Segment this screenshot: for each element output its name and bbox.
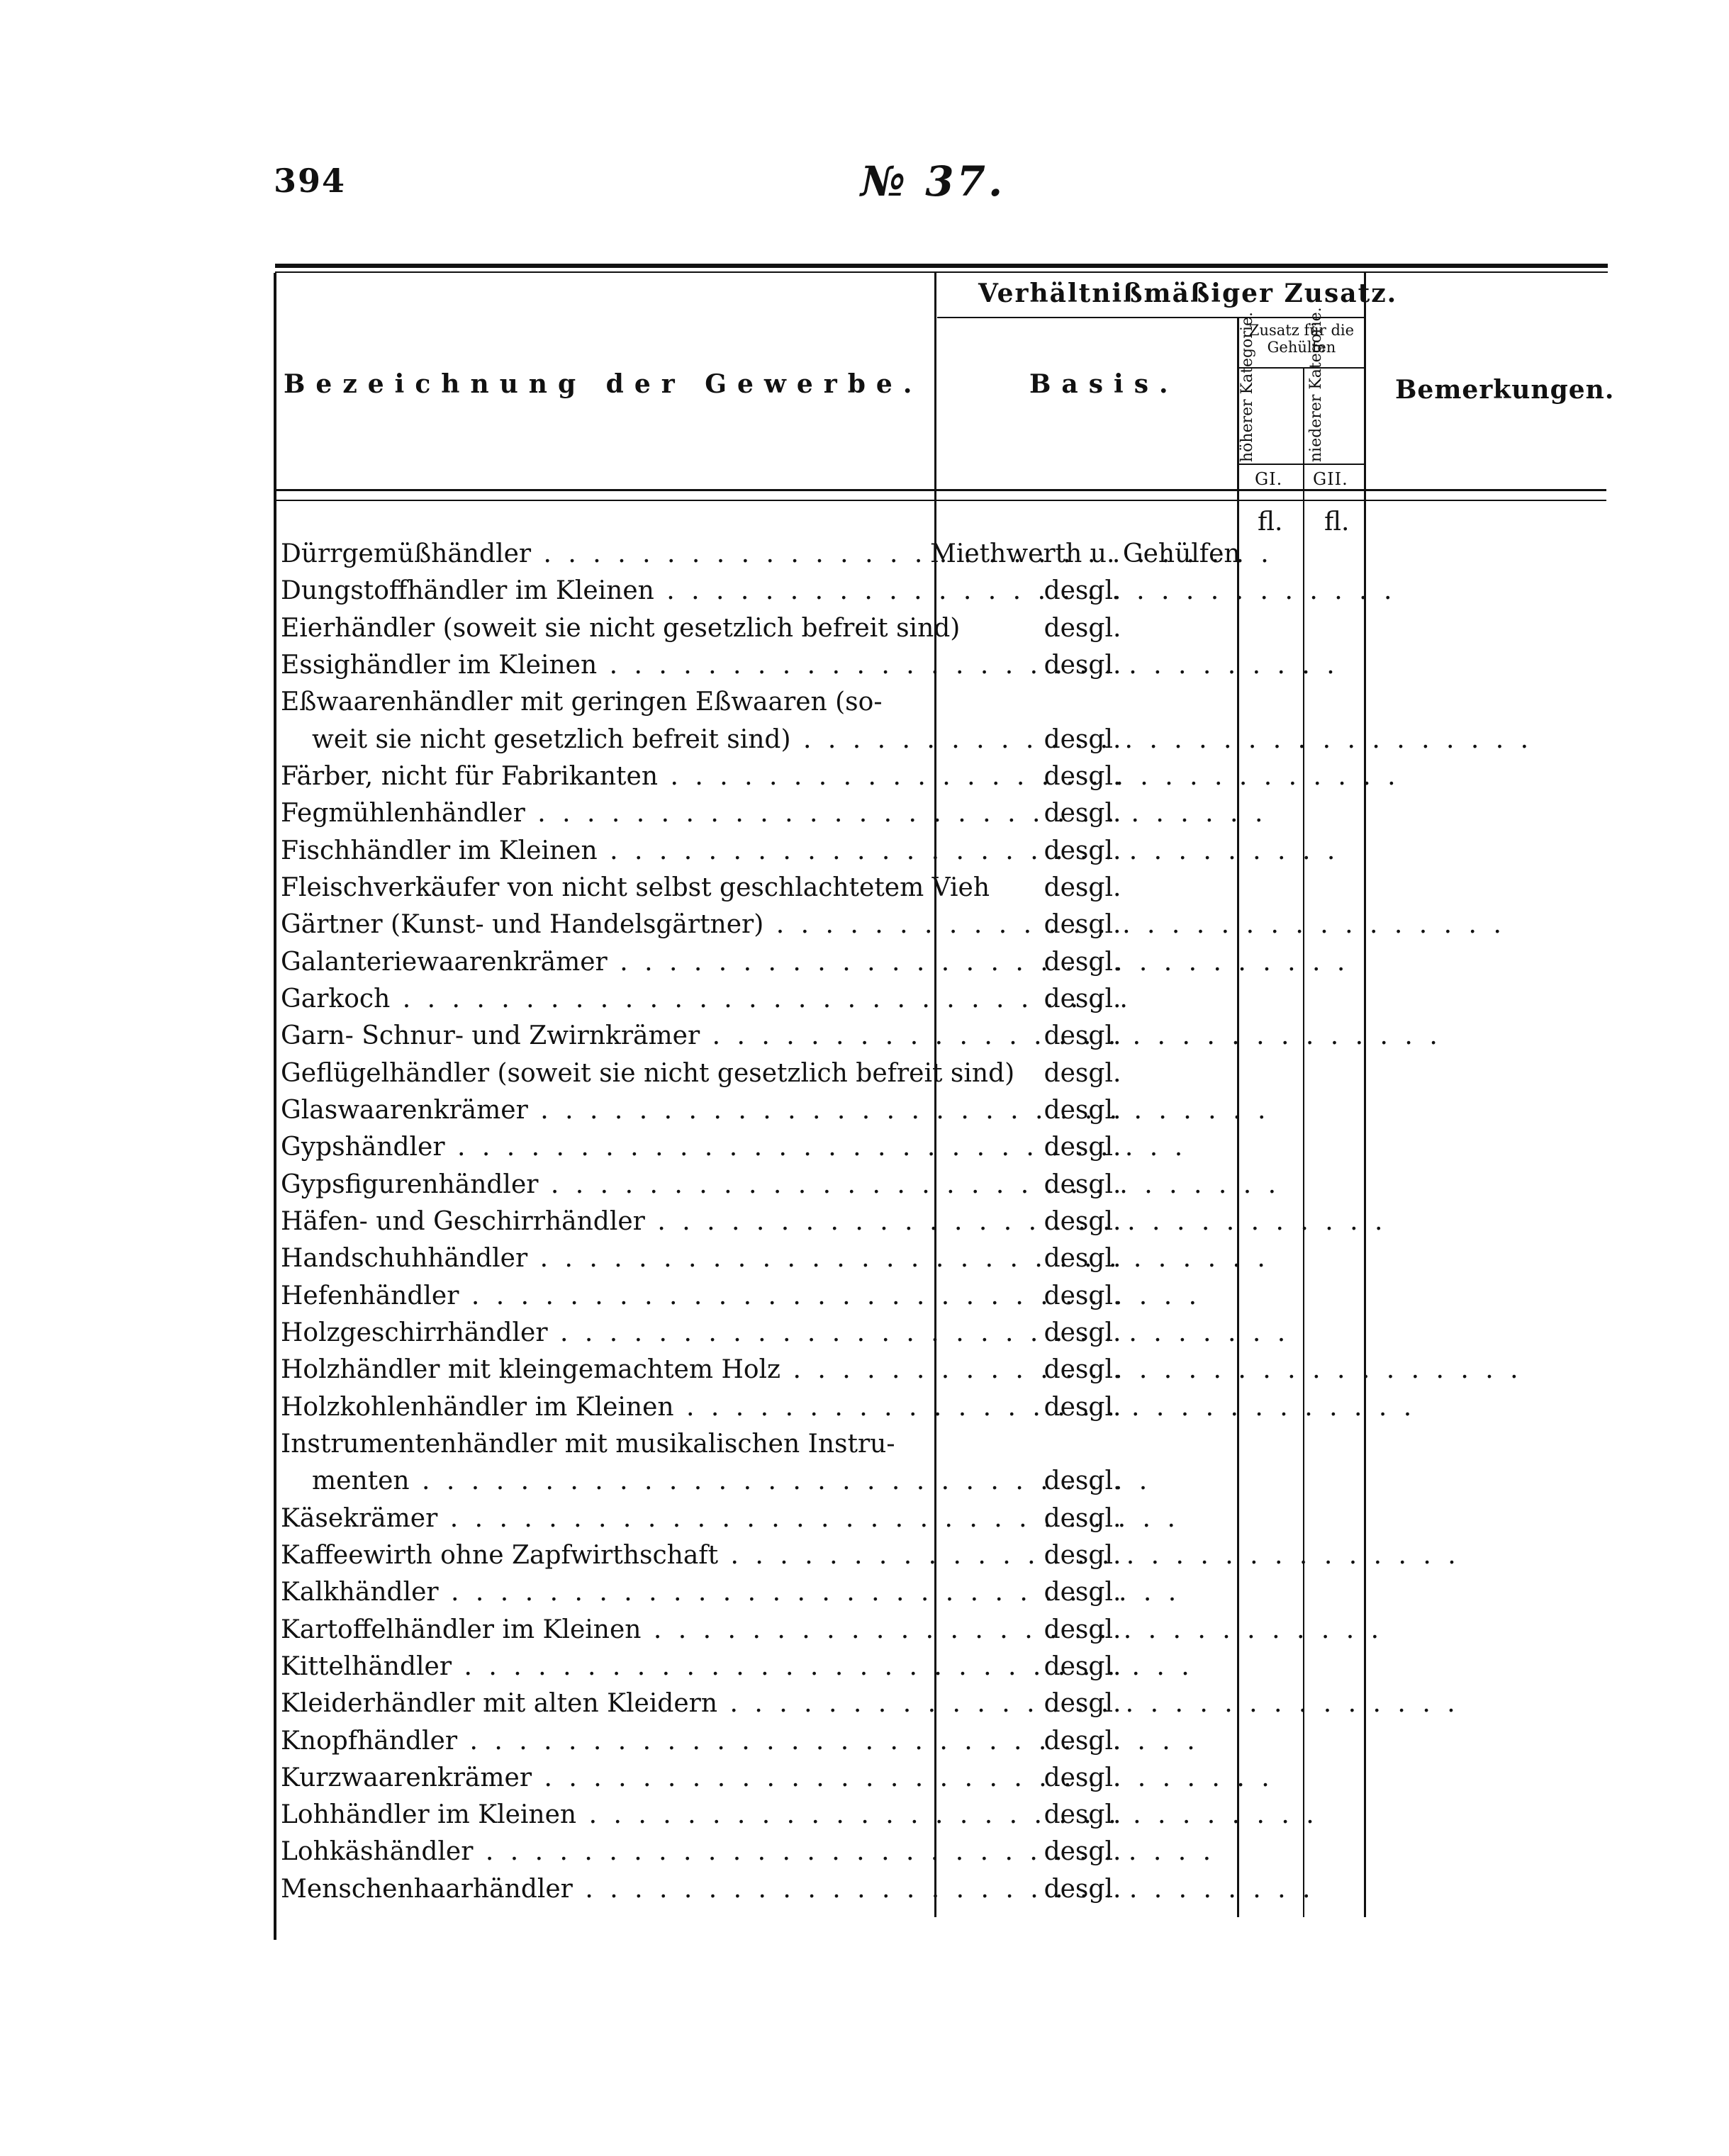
table-row <box>281 1055 1239 1092</box>
basis-value <box>930 1426 1235 1463</box>
basis-value: desgl. <box>1043 1021 1121 1051</box>
basis-value: desgl. <box>1043 1689 1121 1719</box>
trade-name: Holzkohlenhändler im Kleinen . . <box>281 1389 917 1426</box>
trade-name: Geflügelhändler (soweit sie nicht gesetzlich befreit sind) <box>281 1058 1015 1088</box>
trade-name: Kaffeewirth ohne Zapfwirthschaft . . <box>281 1537 917 1574</box>
table-row <box>281 1612 1239 1649</box>
table-row <box>281 1685 1239 1722</box>
basis-value: desgl. <box>1043 1244 1121 1274</box>
trade-name: Knopfhändler . . <box>281 1723 917 1760</box>
basis-value: desgl. <box>1043 1651 1121 1681</box>
basis-value: desgl. <box>1043 613 1121 643</box>
trade-name: Färber, nicht für Fabrikanten . . <box>281 758 917 795</box>
trade-name: Gärtner (Kunst- und Handelsgärtner) . . <box>281 906 917 943</box>
table-row <box>281 1871 1239 1908</box>
trade-name: Garn- Schnur- und Zwirnkrämer . . <box>281 1018 917 1055</box>
table-row <box>281 536 1239 573</box>
basis-value: desgl. <box>1043 1392 1121 1422</box>
table-row <box>281 758 1239 795</box>
table-row <box>281 795 1239 832</box>
trade-name: Gypsfigurenhändler . . <box>281 1167 917 1203</box>
trade-name: Holzhändler mit kleingemachtem Holz . . <box>281 1352 917 1388</box>
unit-g2: fl. <box>1324 507 1350 537</box>
basis-value: desgl. <box>1043 1726 1121 1756</box>
table-row <box>281 1760 1239 1797</box>
trade-name: Garkoch . . <box>281 981 917 1018</box>
basis-value: desgl. <box>1043 761 1121 791</box>
table-row <box>281 573 1239 610</box>
table-row <box>281 647 1239 684</box>
basis-value: desgl. <box>1043 1318 1121 1347</box>
table-row <box>281 684 1239 721</box>
table-row <box>281 1389 1239 1426</box>
col-zusatz: Verhältnißmäßiger Zusatz. <box>978 279 1398 308</box>
col-bemerkungen: Bemerkungen. <box>1395 375 1615 405</box>
trade-name: Eierhändler (soweit sie nicht gesetzlich befreit sind) <box>281 613 961 643</box>
col-hoeherer: höherer Kategorie. <box>1238 312 1256 462</box>
basis-value: desgl. <box>1043 947 1121 977</box>
basis-value: desgl. <box>1043 1058 1121 1088</box>
trade-name: Galanteriewaarenkrämer . . <box>281 944 917 981</box>
bemerkungen-left-rule <box>1364 273 1366 1917</box>
basis-value: desgl. <box>1043 1169 1121 1199</box>
trade-name: menten . . <box>281 1463 949 1500</box>
col-gehuelfen: Zusatz für die Gehülfen <box>1248 322 1355 356</box>
basis-value: desgl. <box>1043 1503 1121 1533</box>
gehuelfen-divider-rule <box>1239 367 1364 369</box>
trade-name: Dürrgemüßhändler . . <box>281 536 917 573</box>
issue-number: № 37. <box>861 157 1006 206</box>
trade-name: Kartoffelhändler im Kleinen . . <box>281 1612 917 1649</box>
trade-name: Kalkhändler . . <box>281 1574 917 1611</box>
trade-name: Häfen- und Geschirrhändler . . <box>281 1203 917 1240</box>
table-row <box>281 1649 1239 1685</box>
table-row <box>281 1574 1239 1611</box>
trade-name: Lohhändler im Kleinen . . <box>281 1797 917 1834</box>
table-row <box>281 981 1239 1018</box>
basis-value: Miethwerth u. Gehülfen <box>930 539 1241 568</box>
basis-value <box>930 684 1235 721</box>
col-g1: GI. <box>1255 469 1283 489</box>
unit-g1: fl. <box>1258 507 1283 537</box>
basis-value: desgl. <box>1043 1281 1121 1310</box>
table-row <box>281 1463 1239 1500</box>
table-row <box>281 833 1239 870</box>
trade-name: Gypshändler . . <box>281 1129 917 1166</box>
trade-name: Holzgeschirrhändler . . <box>281 1315 917 1352</box>
table-row <box>281 610 1239 647</box>
table-left-border <box>274 273 276 1940</box>
trade-name: Glaswaarenkrämer . . <box>281 1092 917 1129</box>
table-row <box>281 1315 1239 1352</box>
table-row <box>281 1167 1239 1203</box>
trade-name: weit sie nicht gesetzlich befreit sind) . . <box>281 722 949 758</box>
basis-value: desgl. <box>1043 910 1121 940</box>
basis-value: desgl. <box>1043 836 1121 865</box>
basis-value: desgl. <box>1043 1466 1121 1496</box>
table-row <box>281 722 1239 758</box>
table-row <box>281 1352 1239 1388</box>
trade-name: Fleischverkäufer von nicht selbst geschlachtetem Vieh <box>281 872 990 902</box>
table-row <box>281 1203 1239 1240</box>
col-g2: GII. <box>1313 469 1348 489</box>
col-basis: Basis. <box>1029 369 1179 399</box>
table-row <box>281 1537 1239 1574</box>
g-divider-rule <box>1239 464 1364 465</box>
table-row <box>281 1500 1239 1537</box>
table-top-rule-thin <box>275 271 1608 273</box>
table-row <box>281 1834 1239 1870</box>
table-top-rule-thick <box>275 264 1608 268</box>
trade-name: Kittelhändler . . <box>281 1649 917 1685</box>
trade-name: Käsekrämer . . <box>281 1500 917 1537</box>
basis-value: desgl. <box>1043 1615 1121 1644</box>
basis-value: desgl. <box>1043 576 1121 606</box>
table-row <box>281 1426 1239 1463</box>
table-row <box>281 870 1239 906</box>
table-row <box>281 1092 1239 1129</box>
zusatz-divider-rule <box>937 317 1364 318</box>
table-row <box>281 1240 1239 1277</box>
trade-name: Fegmühlenhändler . . <box>281 795 917 832</box>
page-number: 394 <box>274 162 347 200</box>
basis-value: desgl. <box>1043 1355 1121 1385</box>
table-row <box>281 944 1239 981</box>
table-row <box>281 1018 1239 1055</box>
basis-value: desgl. <box>1043 1540 1121 1570</box>
trade-name: Hefenhändler . . <box>281 1278 917 1315</box>
table-row <box>281 1797 1239 1834</box>
basis-value: desgl. <box>1043 872 1121 902</box>
basis-value: desgl. <box>1043 1095 1121 1125</box>
header-bottom-rule-2 <box>276 500 1606 501</box>
table-row <box>281 1723 1239 1760</box>
basis-value: desgl. <box>1043 724 1121 754</box>
trade-name: Essighändler im Kleinen . . <box>281 647 917 684</box>
table-body <box>281 536 1239 1908</box>
basis-value: desgl. <box>1043 1133 1121 1162</box>
table-row <box>281 906 1239 943</box>
table-row <box>281 1278 1239 1315</box>
trade-name: Menschenhaarhändler . . <box>281 1871 917 1908</box>
col-title: Bezeichnung der Gewerbe. <box>284 369 923 399</box>
trade-name: Kleiderhändler mit alten Kleidern . . <box>281 1685 917 1722</box>
basis-value: desgl. <box>1043 1837 1121 1867</box>
basis-value: desgl. <box>1043 1578 1121 1607</box>
trade-name: Handschuhhändler . . <box>281 1240 917 1277</box>
basis-value: desgl. <box>1043 650 1121 680</box>
basis-value: desgl. <box>1043 1800 1121 1830</box>
table-row <box>281 1129 1239 1166</box>
basis-value: desgl. <box>1043 1763 1121 1792</box>
trade-name: Instrumentenhändler mit musikalischen Instru- <box>281 1429 895 1459</box>
header-bottom-rule <box>276 489 1606 491</box>
basis-value: desgl. <box>1043 984 1121 1014</box>
trade-name: Kurzwaarenkrämer . . <box>281 1760 917 1797</box>
trade-name: Eßwaarenhändler mit geringen Eßwaaren (so- <box>281 687 883 717</box>
trade-name: Dungstoffhändler im Kleinen . . <box>281 573 917 610</box>
basis-value: desgl. <box>1043 1874 1121 1904</box>
basis-value: desgl. <box>1043 799 1121 829</box>
basis-value: desgl. <box>1043 1206 1121 1236</box>
trade-name: Fischhändler im Kleinen . . <box>281 833 917 870</box>
trade-name: Lohkäshändler . . <box>281 1834 917 1870</box>
col-niederer: niederer Kategorie. <box>1307 307 1325 462</box>
